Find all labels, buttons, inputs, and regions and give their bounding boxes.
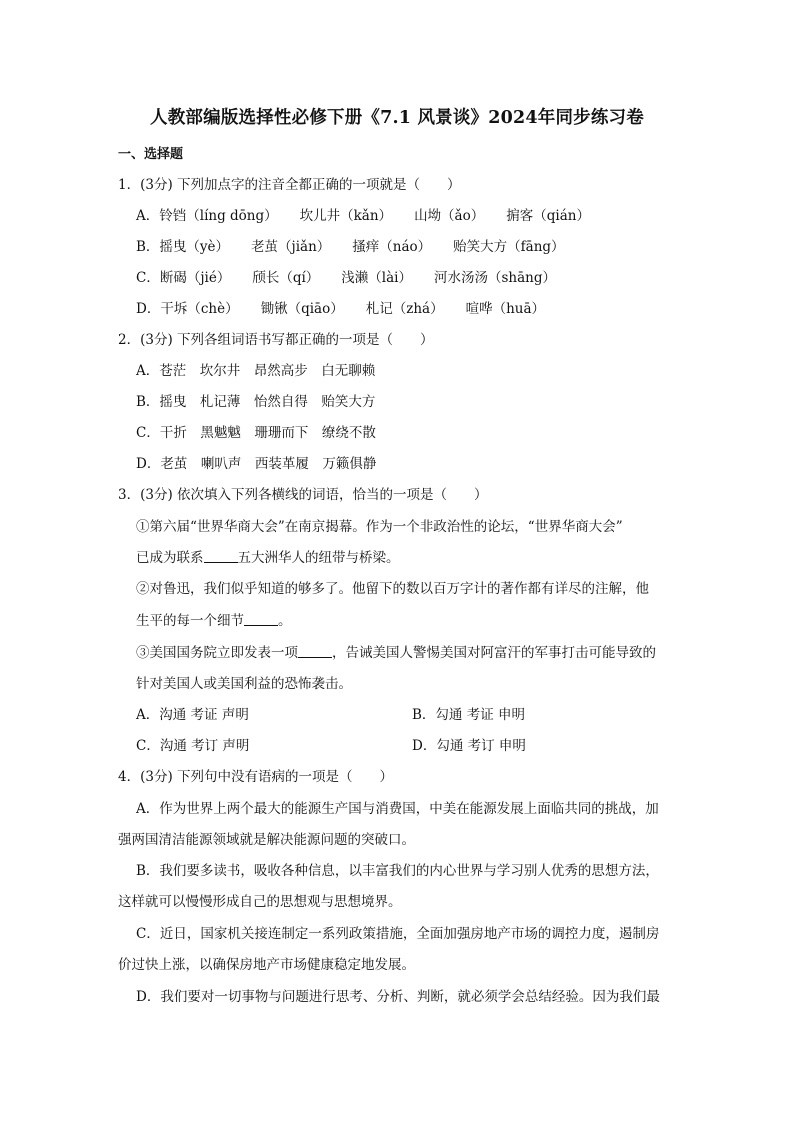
option-part: 贻笑大方（fāng） bbox=[453, 239, 565, 255]
sentence-text: ③美国国务院立即发表一项 bbox=[136, 645, 298, 661]
sentence-text: 。 bbox=[278, 613, 292, 629]
option-part: 札记（zhá） bbox=[365, 301, 444, 317]
question-2-stem: 2．(3分) 下列各组词语书写都正确的一项是（ ） bbox=[118, 332, 434, 348]
question-3-option-b: B．勾通 考证 申明 bbox=[412, 707, 526, 723]
question-4-option-a-line-1: A．作为世界上两个最大的能源生产国与消费国，中美在能源发展上面临共同的挑战，加 bbox=[136, 801, 659, 817]
question-1-option-d bbox=[136, 300, 545, 318]
question-4-option-a-line-2: 强两国清洁能源领域就是解决能源问题的突破口。 bbox=[118, 832, 415, 848]
question-1-stem: 1．(3分) 下列加点字的注音全都正确的一项就是（ ） bbox=[118, 177, 461, 193]
question-4-option-c-line-2: 价过快上涨，以确保房地产市场健康稳定地发展。 bbox=[118, 957, 415, 973]
question-2-option-d: D．老茧 喇叭声 西装革履 万籁俱静 bbox=[136, 456, 377, 472]
question-3-option-d: D．勾通 考订 申明 bbox=[412, 738, 526, 754]
question-2-option-b: B．摇曳 札记薄 怡然自得 贻笑大方 bbox=[136, 394, 376, 410]
question-3-stem: 3．(3分) 依次填入下列各横线的词语，恰当的一项是（ ） bbox=[118, 487, 488, 503]
option-part: 锄锹（qiāo） bbox=[260, 301, 344, 317]
question-4-option-b-line-2: 这样就可以慢慢形成自己的思想观与思想境界。 bbox=[118, 894, 402, 910]
option-part: D．干坼（chè） bbox=[136, 301, 239, 317]
option-part: C．断碣（jié） bbox=[136, 270, 231, 286]
question-3-sentence-2-line-1: ②对鲁迅，我们似乎知道的够多了。他留下的数以百万字计的著作都有详尽的注解，他 bbox=[136, 581, 649, 597]
question-4-option-c-line-1: C．近日，国家机关接连制定一系列政策措施，全面加强房地产市场的调控力度，遏制房 bbox=[136, 926, 660, 942]
option-part: 老茧（jiǎn） bbox=[251, 239, 331, 255]
option-part: 掮客（qián） bbox=[506, 208, 590, 224]
option-part: 浅濑（lài） bbox=[341, 270, 412, 286]
question-2-option-a: A．苍茫 坎尔井 昂然高步 白无聊赖 bbox=[136, 363, 376, 379]
option-part: B．摇曳（yè） bbox=[136, 239, 230, 255]
question-3-option-c: C．沟通 考订 声明 bbox=[136, 738, 250, 754]
option-part: 河水汤汤（shāng） bbox=[433, 270, 556, 286]
fill-blank bbox=[244, 612, 278, 626]
option-part: A．铃铛（líng dōng） bbox=[136, 208, 278, 224]
question-3-sentence-3-line-2: 针对美国人或美国利益的恐怖袭击。 bbox=[136, 676, 352, 692]
question-3-sentence-1-line-2 bbox=[136, 549, 400, 567]
sentence-text: 已成为联系 bbox=[136, 550, 204, 566]
sentence-text: ，告诫美国人警惕美国对阿富汗的军事打击可能导致的 bbox=[332, 645, 656, 661]
sentence-text: 五大洲华人的纽带与桥梁。 bbox=[237, 550, 400, 566]
option-part: 山坳（ǎo） bbox=[414, 208, 485, 224]
fill-blank bbox=[298, 644, 332, 658]
page-title: 人教部编版选择性必修下册《7.1 风景谈》2024年同步练习卷 bbox=[150, 108, 644, 128]
question-4-stem: 4．(3分) 下列句中没有语病的一项是（ ） bbox=[118, 769, 394, 785]
option-part: 颀长（qí） bbox=[252, 270, 320, 286]
question-3-sentence-2-line-2 bbox=[136, 612, 292, 630]
option-part: 搔痒（náo） bbox=[352, 239, 432, 255]
question-2-option-c: C．干折 黑魆魆 珊珊而下 缭绕不散 bbox=[136, 425, 376, 441]
option-part: 喧哗（huā） bbox=[465, 301, 546, 317]
question-3-sentence-1-line-1: ①第六届“世界华商大会”在南京揭幕。作为一个非政治性的论坛，“世界华商大会” bbox=[136, 519, 623, 535]
section-heading: 一、选择题 bbox=[118, 147, 184, 162]
question-1-option-a bbox=[136, 207, 590, 225]
question-1-option-c bbox=[136, 269, 556, 287]
question-3-sentence-3-line-1 bbox=[136, 644, 656, 662]
option-part: 坎儿井（kǎn） bbox=[299, 208, 393, 224]
question-1-option-b bbox=[136, 238, 565, 256]
fill-blank bbox=[204, 549, 238, 563]
sentence-text: 生平的每一个细节 bbox=[136, 613, 244, 629]
question-4-option-d-line-1: D．我们要对一切事物与问题进行思考、分析、判断，就必须学会总结经验。因为我们最 bbox=[136, 989, 660, 1005]
question-3-option-a: A．沟通 考证 声明 bbox=[136, 707, 249, 723]
question-4-option-b-line-1: B．我们要多读书，吸收各种信息，以丰富我们的内心世界与学习别人优秀的思想方法， bbox=[136, 863, 659, 879]
